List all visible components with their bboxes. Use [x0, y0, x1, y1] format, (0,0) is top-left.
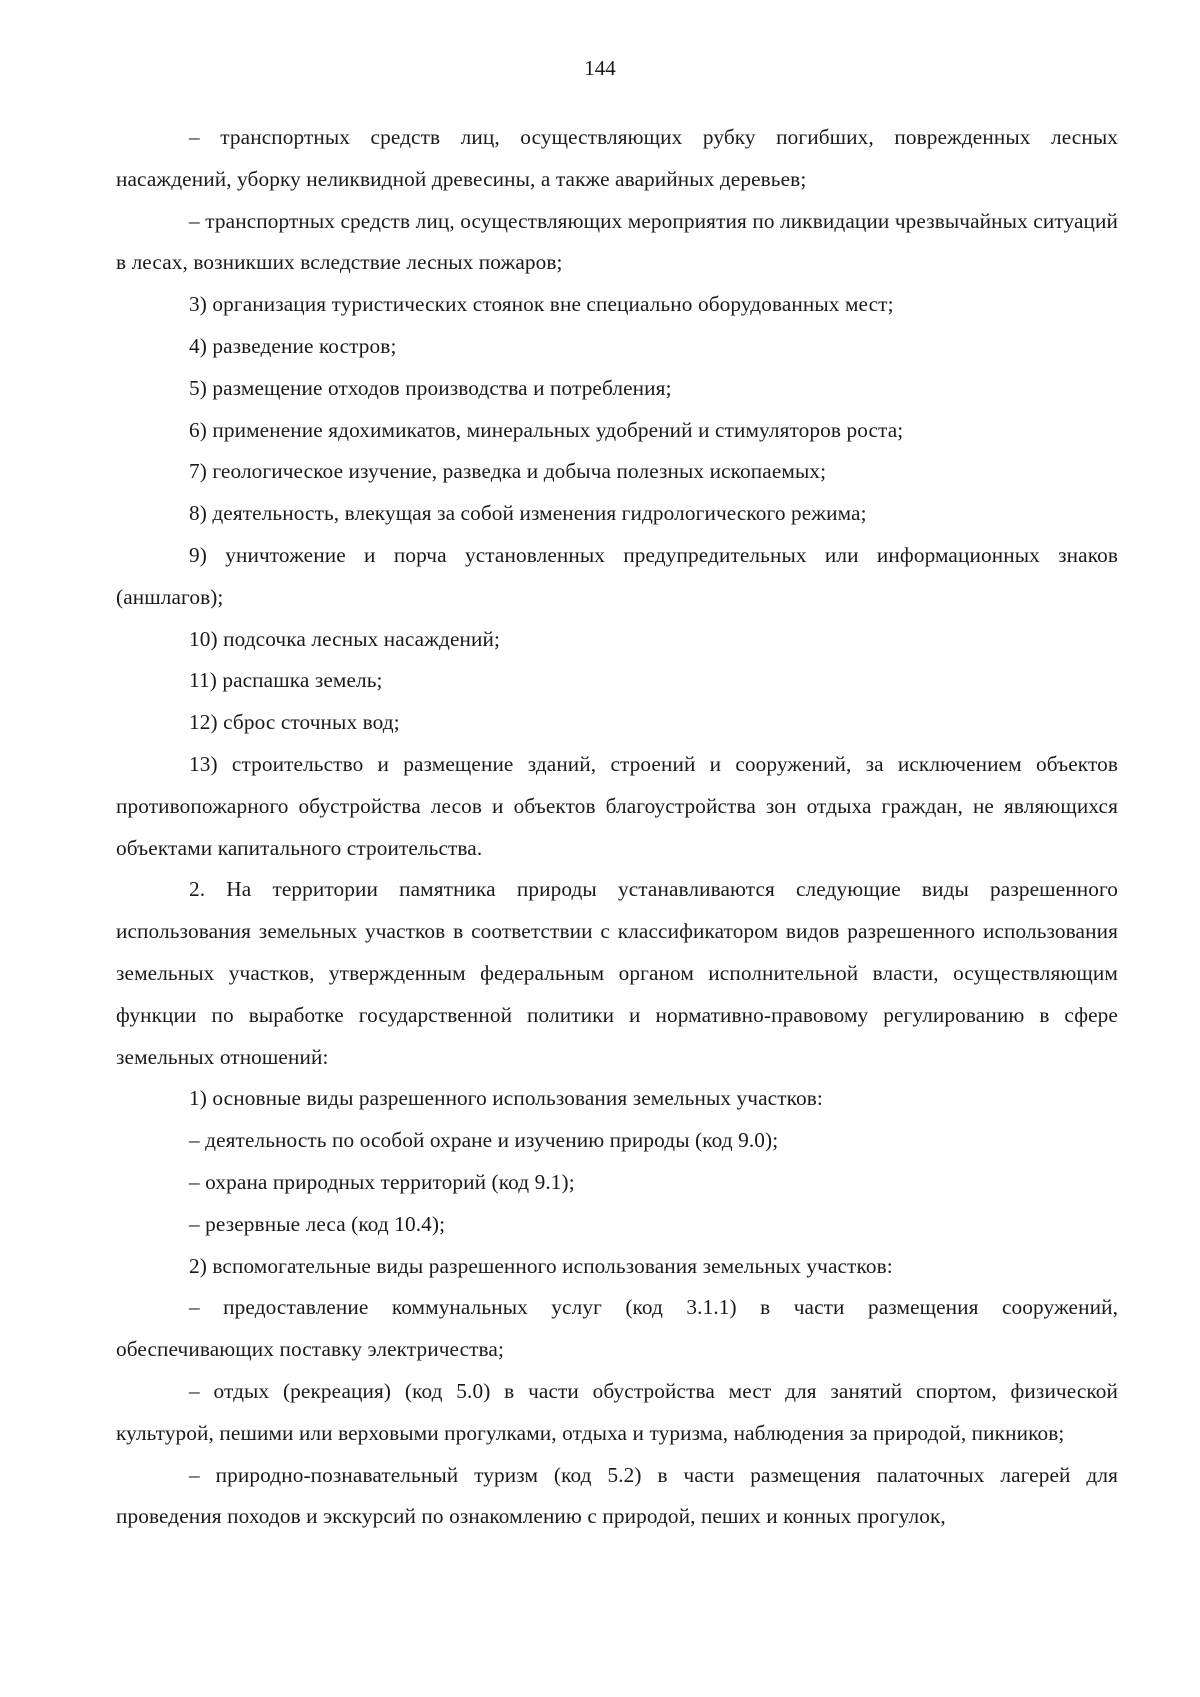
paragraph-item-4: 4) разведение костров;	[189, 333, 397, 358]
paragraph-dash-code-5-0: – отдых (рекреация) (код 5.0) в части обустройства мест для занятий спортом, физической культурой, пешими или верховыми прогулками, отдыха и туризма, наблюдения за природой, пикников;	[116, 1378, 1118, 1445]
paragraph-dash-code-9-0: – деятельность по особой охране и изучению природы (код 9.0);	[189, 1128, 779, 1153]
document-body	[116, 117, 1118, 1538]
paragraph-auxiliary-uses-heading: 2) вспомогательные виды разрешенного использования земельных участков:	[189, 1253, 893, 1278]
paragraph-dash-code-3-1-1: – предоставление коммунальных услуг (код 3.1.1) в части размещения сооружений, обеспечивающих поставку электричества;	[116, 1295, 1118, 1362]
paragraph-item-12: 12) сброс сточных вод;	[189, 710, 400, 735]
paragraph-item-8: 8) деятельность, влекущая за собой изменения гидрологического режима;	[189, 501, 867, 526]
paragraph-item-3: 3) организация туристических стоянок вне специально оборудованных мест;	[189, 292, 894, 317]
paragraph-dash-transport-felling: – транспортных средств лиц, осуществляющих рубку погибших, поврежденных лесных насаждений, уборку неликвидной древесины, а также аварийных деревьев;	[116, 125, 1118, 191]
page-number: 144	[584, 56, 616, 80]
paragraph-item-5: 5) размещение отходов производства и потребления;	[189, 375, 672, 400]
paragraph-dash-code-10-4: – резервные леса (код 10.4);	[189, 1211, 446, 1236]
paragraph-item-13: 13) строительство и размещение зданий, строений и сооружений, за исключением объектов противопожарного обустройства лесов и объектов благоустройства зон отдыха граждан, не являющихся объектами капитального строительства.	[116, 751, 1118, 860]
paragraph-item-10: 10) подсочка лесных насаждений;	[189, 626, 501, 651]
paragraph-item-9: 9) уничтожение и порча установленных предупредительных или информационных знаков (аншлагов);	[116, 542, 1118, 609]
paragraph-main-uses-heading: 1) основные виды разрешенного использования земельных участков:	[189, 1086, 823, 1111]
paragraph-item-7: 7) геологическое изучение, разведка и добыча полезных ископаемых;	[189, 459, 827, 484]
paragraph-dash-transport-emergency: – транспортных средств лиц, осуществляющих мероприятия по ликвидации чрезвычайных ситуаций в лесах, возникших вследствие лесных пожаров;	[116, 208, 1118, 275]
paragraph-dash-code-9-1: – охрана природных территорий (код 9.1);	[189, 1169, 575, 1194]
paragraph-section-2: 2. На территории памятника природы устанавливаются следующие виды разрешенного использования земельных участков в соответствии с классификатором видов разрешенного использования земельных участков, утвержденным федеральным органом исполнительной власти, осуществляющим функции по выработке государственной политики и нормативно-правовому регулированию в сфере земельных отношений:	[116, 877, 1118, 1069]
paragraph-item-11: 11) распашка земель;	[189, 668, 383, 693]
paragraph-item-6: 6) применение ядохимикатов, минеральных удобрений и стимуляторов роста;	[189, 417, 904, 442]
paragraph-dash-code-5-2: – природно-познавательный туризм (код 5.2) в части размещения палаточных лагерей для проведения походов и экскурсий по ознакомлению с природой, пеших и конных прогулок,	[116, 1462, 1118, 1529]
